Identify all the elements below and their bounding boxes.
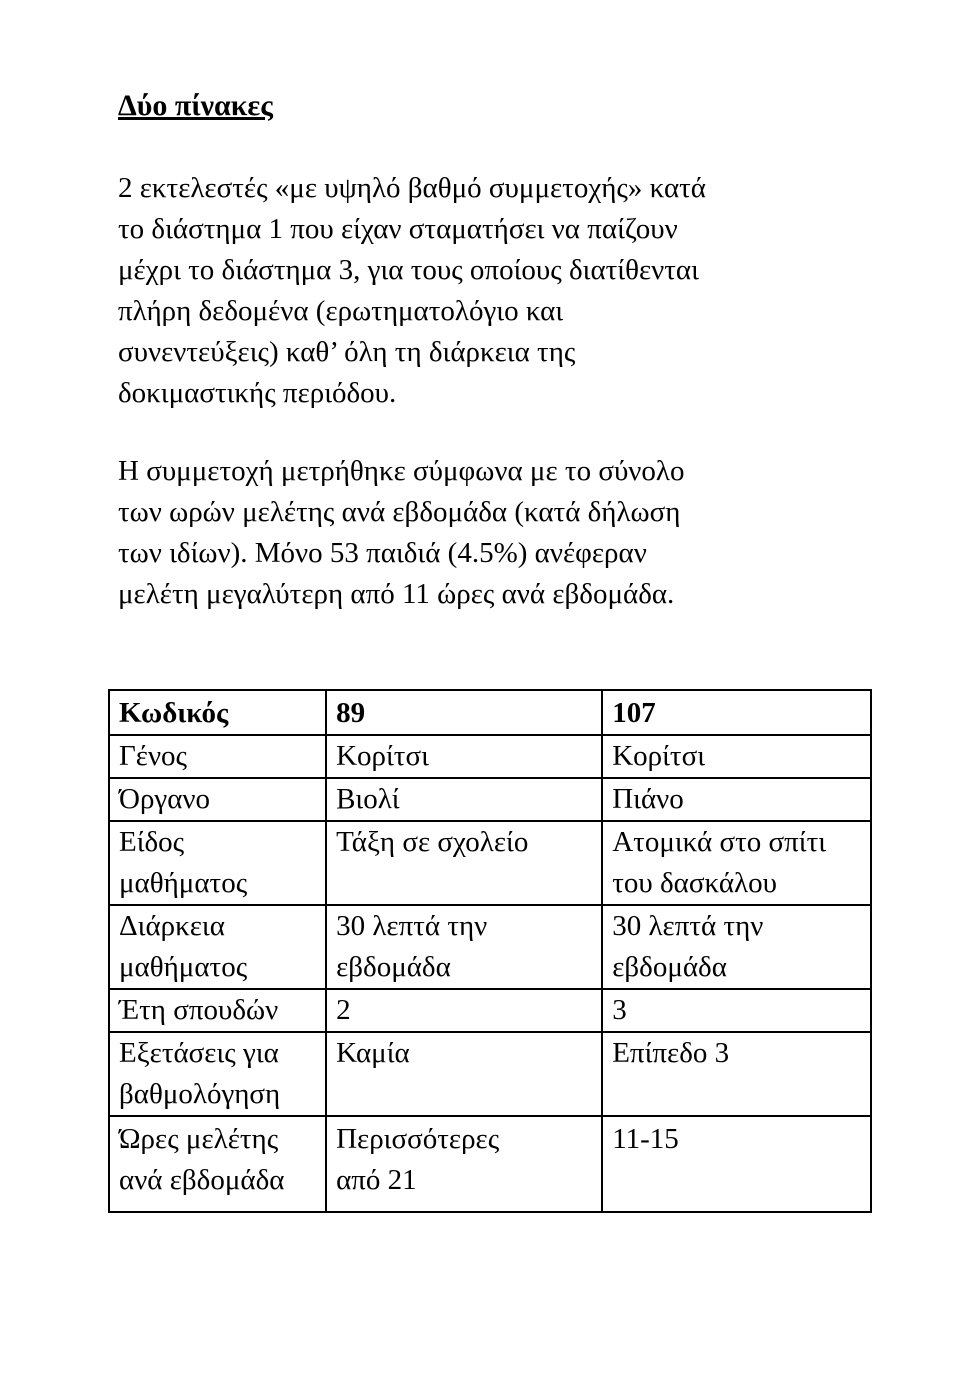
table-row xyxy=(109,735,871,778)
participants-table xyxy=(108,689,872,1213)
cell-107 xyxy=(602,989,871,1032)
cell-line: 3 xyxy=(612,994,627,1026)
table-row xyxy=(109,821,871,905)
row-label xyxy=(109,989,326,1032)
row-label xyxy=(109,905,326,989)
cell-89 xyxy=(326,735,602,778)
cell-line: Έτη σπουδών xyxy=(119,994,279,1026)
header-cell-89: 89 xyxy=(326,690,602,735)
cell-89 xyxy=(326,989,602,1032)
page-title: Δύο πίνακες xyxy=(118,89,273,122)
cell-line: ανά εβδομάδα xyxy=(119,1164,285,1196)
cell-line: μαθήματος xyxy=(119,867,248,899)
cell-107 xyxy=(602,778,871,821)
paragraph-line: το διάστημα 1 που είχαν σταματήσει να παίζουν xyxy=(118,213,678,245)
row-label xyxy=(109,1116,326,1212)
cell-89 xyxy=(326,821,602,905)
table-header-row xyxy=(109,690,871,735)
cell-line: Περισσότερες xyxy=(336,1123,500,1155)
paragraph-line: πλήρη δεδομένα (ερωτηματολόγιο και xyxy=(118,295,564,327)
paragraph-line: μελέτη μεγαλύτερη από 11 ώρες ανά εβδομάδα. xyxy=(118,578,675,610)
row-label xyxy=(109,735,326,778)
table-row xyxy=(109,989,871,1032)
row-label xyxy=(109,1032,326,1116)
cell-line: Γένος xyxy=(119,740,188,772)
cell-line: Είδος xyxy=(119,826,185,858)
cell-line: Ατομικά στο σπίτι xyxy=(612,826,827,858)
cell-107 xyxy=(602,1116,871,1212)
paragraph-line: των ιδίων). Μόνο 53 παιδιά (4.5%) ανέφεραν xyxy=(118,537,647,569)
cell-line: 11-15 xyxy=(612,1123,679,1155)
cell-line: μαθήματος xyxy=(119,951,248,983)
cell-line: 2 xyxy=(336,994,351,1026)
cell-line: του δασκάλου xyxy=(612,867,777,899)
cell-line: Διάρκεια xyxy=(119,910,225,942)
paragraph-line: μέχρι το διάστημα 3, για τους οποίους διατίθενται xyxy=(118,254,699,286)
cell-89 xyxy=(326,1032,602,1116)
cell-line: Εξετάσεις για xyxy=(119,1037,279,1069)
paragraph-line: Η συμμετοχή μετρήθηκε σύμφωνα με το σύνολο xyxy=(118,455,685,487)
header-cell-code: Κωδικός xyxy=(109,690,326,735)
paragraph-line: των ωρών μελέτης ανά εβδομάδα (κατά δήλωση xyxy=(118,496,681,528)
cell-line: Πιάνο xyxy=(612,783,684,815)
cell-line: Κορίτσι xyxy=(612,740,706,772)
cell-line: βαθμολόγηση xyxy=(119,1078,281,1110)
cell-line: από 21 xyxy=(336,1164,417,1196)
header-cell-107: 107 xyxy=(602,690,871,735)
cell-107 xyxy=(602,821,871,905)
cell-89 xyxy=(326,778,602,821)
row-label xyxy=(109,821,326,905)
cell-107 xyxy=(602,1032,871,1116)
cell-89 xyxy=(326,905,602,989)
cell-89 xyxy=(326,1116,602,1212)
cell-line: Επίπεδο 3 xyxy=(612,1037,730,1069)
cell-line: εβδομάδα xyxy=(336,951,451,983)
cell-line: Όργανο xyxy=(119,783,211,815)
cell-107 xyxy=(602,735,871,778)
paragraph-line: συνεντεύξεις) καθ’ όλη τη διάρκεια της xyxy=(118,336,576,368)
table-row xyxy=(109,778,871,821)
cell-line: 30 λεπτά την xyxy=(612,910,764,942)
table-row xyxy=(109,1032,871,1116)
intro-paragraph xyxy=(118,168,818,414)
cell-line: Καμία xyxy=(336,1037,410,1069)
cell-line: Τάξη σε σχολείο xyxy=(336,826,529,858)
cell-line: 30 λεπτά την xyxy=(336,910,488,942)
paragraph-line: 2 εκτελεστές «με υψηλό βαθμό συμμετοχής» κατά xyxy=(118,172,707,204)
table-row xyxy=(109,1116,871,1212)
table-row xyxy=(109,905,871,989)
paragraph-line: δοκιμαστικής περιόδου. xyxy=(118,377,397,409)
cell-line: Ώρες μελέτης xyxy=(119,1123,279,1155)
cell-line: Βιολί xyxy=(336,783,400,815)
cell-line: Κορίτσι xyxy=(336,740,429,772)
cell-line: εβδομάδα xyxy=(612,951,727,983)
row-label xyxy=(109,778,326,821)
participation-paragraph xyxy=(118,451,818,615)
cell-107 xyxy=(602,905,871,989)
